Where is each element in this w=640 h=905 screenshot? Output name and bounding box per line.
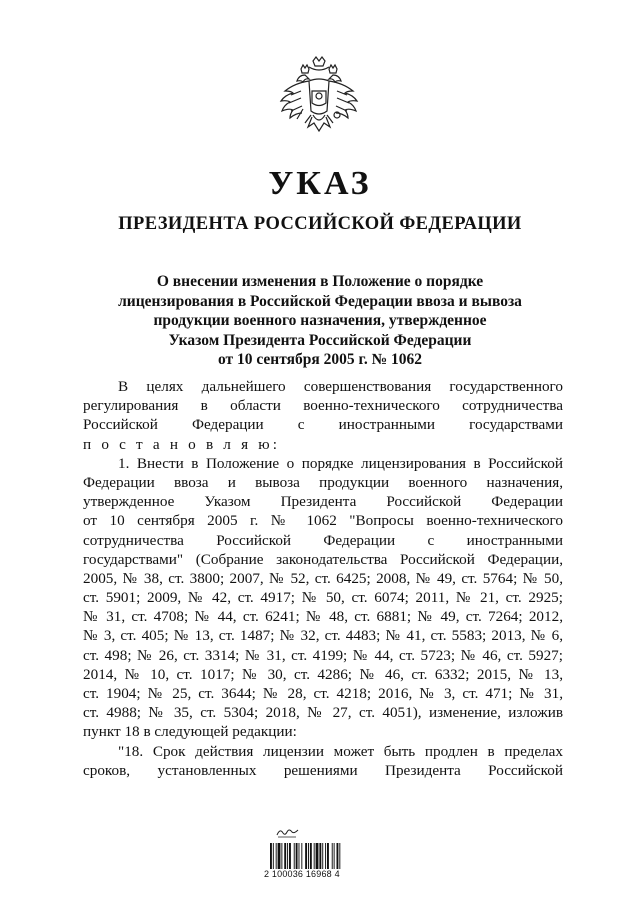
barcode-bar	[281, 843, 282, 869]
barcode-bar	[325, 843, 326, 869]
body-line: государствами" (Собрание законодательства Российской Федерации,	[83, 550, 563, 568]
barcode-bar	[289, 843, 291, 869]
body-line: утвержденное Указом Президента Российской Федерации	[83, 493, 563, 511]
barcode-icon	[270, 843, 365, 869]
body-line: ст. 5901; 2009, № 42, ст. 4917; № 50, ст. 6074; 2011, № 21, ст. 2925;	[83, 589, 563, 607]
heading-line: О внесении изменения в Положение о порядке	[156, 273, 484, 290]
body-line: 2014, № 10, ст. 1017; № 30, ст. 4286; № 46, ст. 6332; 2015, № 13,	[83, 665, 563, 683]
heading-line: продукции военного назначения, утвержденное	[153, 312, 487, 329]
body-line: пункт 18 в следующей редакции:	[83, 723, 297, 741]
body-line: ст. 1904; № 25, ст. 3644; № 28, ст. 4218; 2016, № 3, ст. 471; № 31,	[83, 685, 563, 702]
barcode-bar	[278, 843, 281, 869]
body-line: № 3, ст. 405; № 13, ст. 1487; № 32, ст. 4483; № 41, ст. 5583; 2013, № 6,	[83, 627, 563, 645]
body-line: сроков, установленных решениями Президента Российской	[83, 761, 563, 779]
body-line: В целях дальнейшего совершенствования государственного	[118, 378, 563, 395]
barcode-bar	[322, 843, 323, 869]
document-heading	[90, 272, 550, 370]
barcode-bar	[294, 843, 295, 869]
barcode-bar	[270, 843, 272, 869]
barcode-bar	[316, 843, 319, 869]
document-type-title: УКАЗ	[268, 165, 372, 202]
heading-line: лицензирования в Российской Федерации ввоза и вывоза	[118, 292, 522, 310]
barcode-number: 2 100036 16968 4	[264, 869, 340, 879]
body-line: регулирования в области военно-технического сотрудничества	[83, 397, 563, 415]
body-line: Российской Федерации с иностранными государствами	[83, 416, 563, 434]
body-line: 1. Внести в Положение о порядке лицензирования в Российской	[118, 454, 563, 472]
barcode-bar	[334, 843, 335, 869]
body-line: ст. 4988; № 35, ст. 5304; 2018, № 27, ст. 4051), изменение, изложив	[83, 704, 563, 722]
barcode-bar	[276, 843, 277, 869]
barcode-bar	[319, 843, 321, 869]
barcode-bar	[310, 843, 312, 869]
barcode-bar	[337, 843, 339, 869]
barcode-bar	[339, 843, 340, 869]
body-line: ст. 498; № 26, ст. 3314; № 31, ст. 4199; № 44, ст. 5723; № 46, ст. 5927;	[83, 646, 563, 664]
body-line: от 10 сентября 2005 г. № 1062 "Вопросы военно-технического	[83, 512, 563, 530]
barcode-bar	[327, 843, 329, 869]
body-line: сотрудничества Российской Федерации с иностранными	[83, 531, 563, 549]
body-line: 2005, № 38, ст. 3800; 2007, № 52, ст. 6425; 2008, № 49, ст. 5764; № 50,	[83, 569, 563, 587]
coat-of-arms-icon	[279, 55, 359, 147]
body-line: № 31, ст. 4708; № 44, ст. 6241; № 48, ст. 6881; № 49, ст. 7264; 2012,	[83, 608, 563, 626]
barcode-bar	[301, 843, 302, 869]
body-line-decree-word: п о с т а н о в л я ю:	[83, 435, 281, 453]
heading-line: Указом Президента Российской Федерации	[168, 331, 472, 349]
document-body	[83, 377, 563, 780]
barcode-bar	[284, 843, 286, 869]
heading-line: от 10 сентября 2005 г. № 1062	[217, 351, 423, 368]
handwritten-mark-icon	[276, 826, 300, 838]
barcode-bar	[287, 843, 288, 869]
document-issuer: ПРЕЗИДЕНТА РОССИЙСКОЙ ФЕДЕРАЦИИ	[118, 214, 522, 234]
barcode-bar	[305, 843, 307, 869]
barcode-bar	[332, 843, 333, 869]
body-line: "18. Срок действия лицензии может быть продлен в пределах	[118, 742, 563, 760]
barcode-bar	[314, 843, 315, 869]
barcode-bar	[299, 843, 300, 869]
barcode-bar	[308, 843, 309, 869]
barcode-bar	[273, 843, 274, 869]
barcode-bar	[296, 843, 298, 869]
body-line: Федерации ввоза и вывоза продукции военного назначения,	[83, 473, 563, 491]
